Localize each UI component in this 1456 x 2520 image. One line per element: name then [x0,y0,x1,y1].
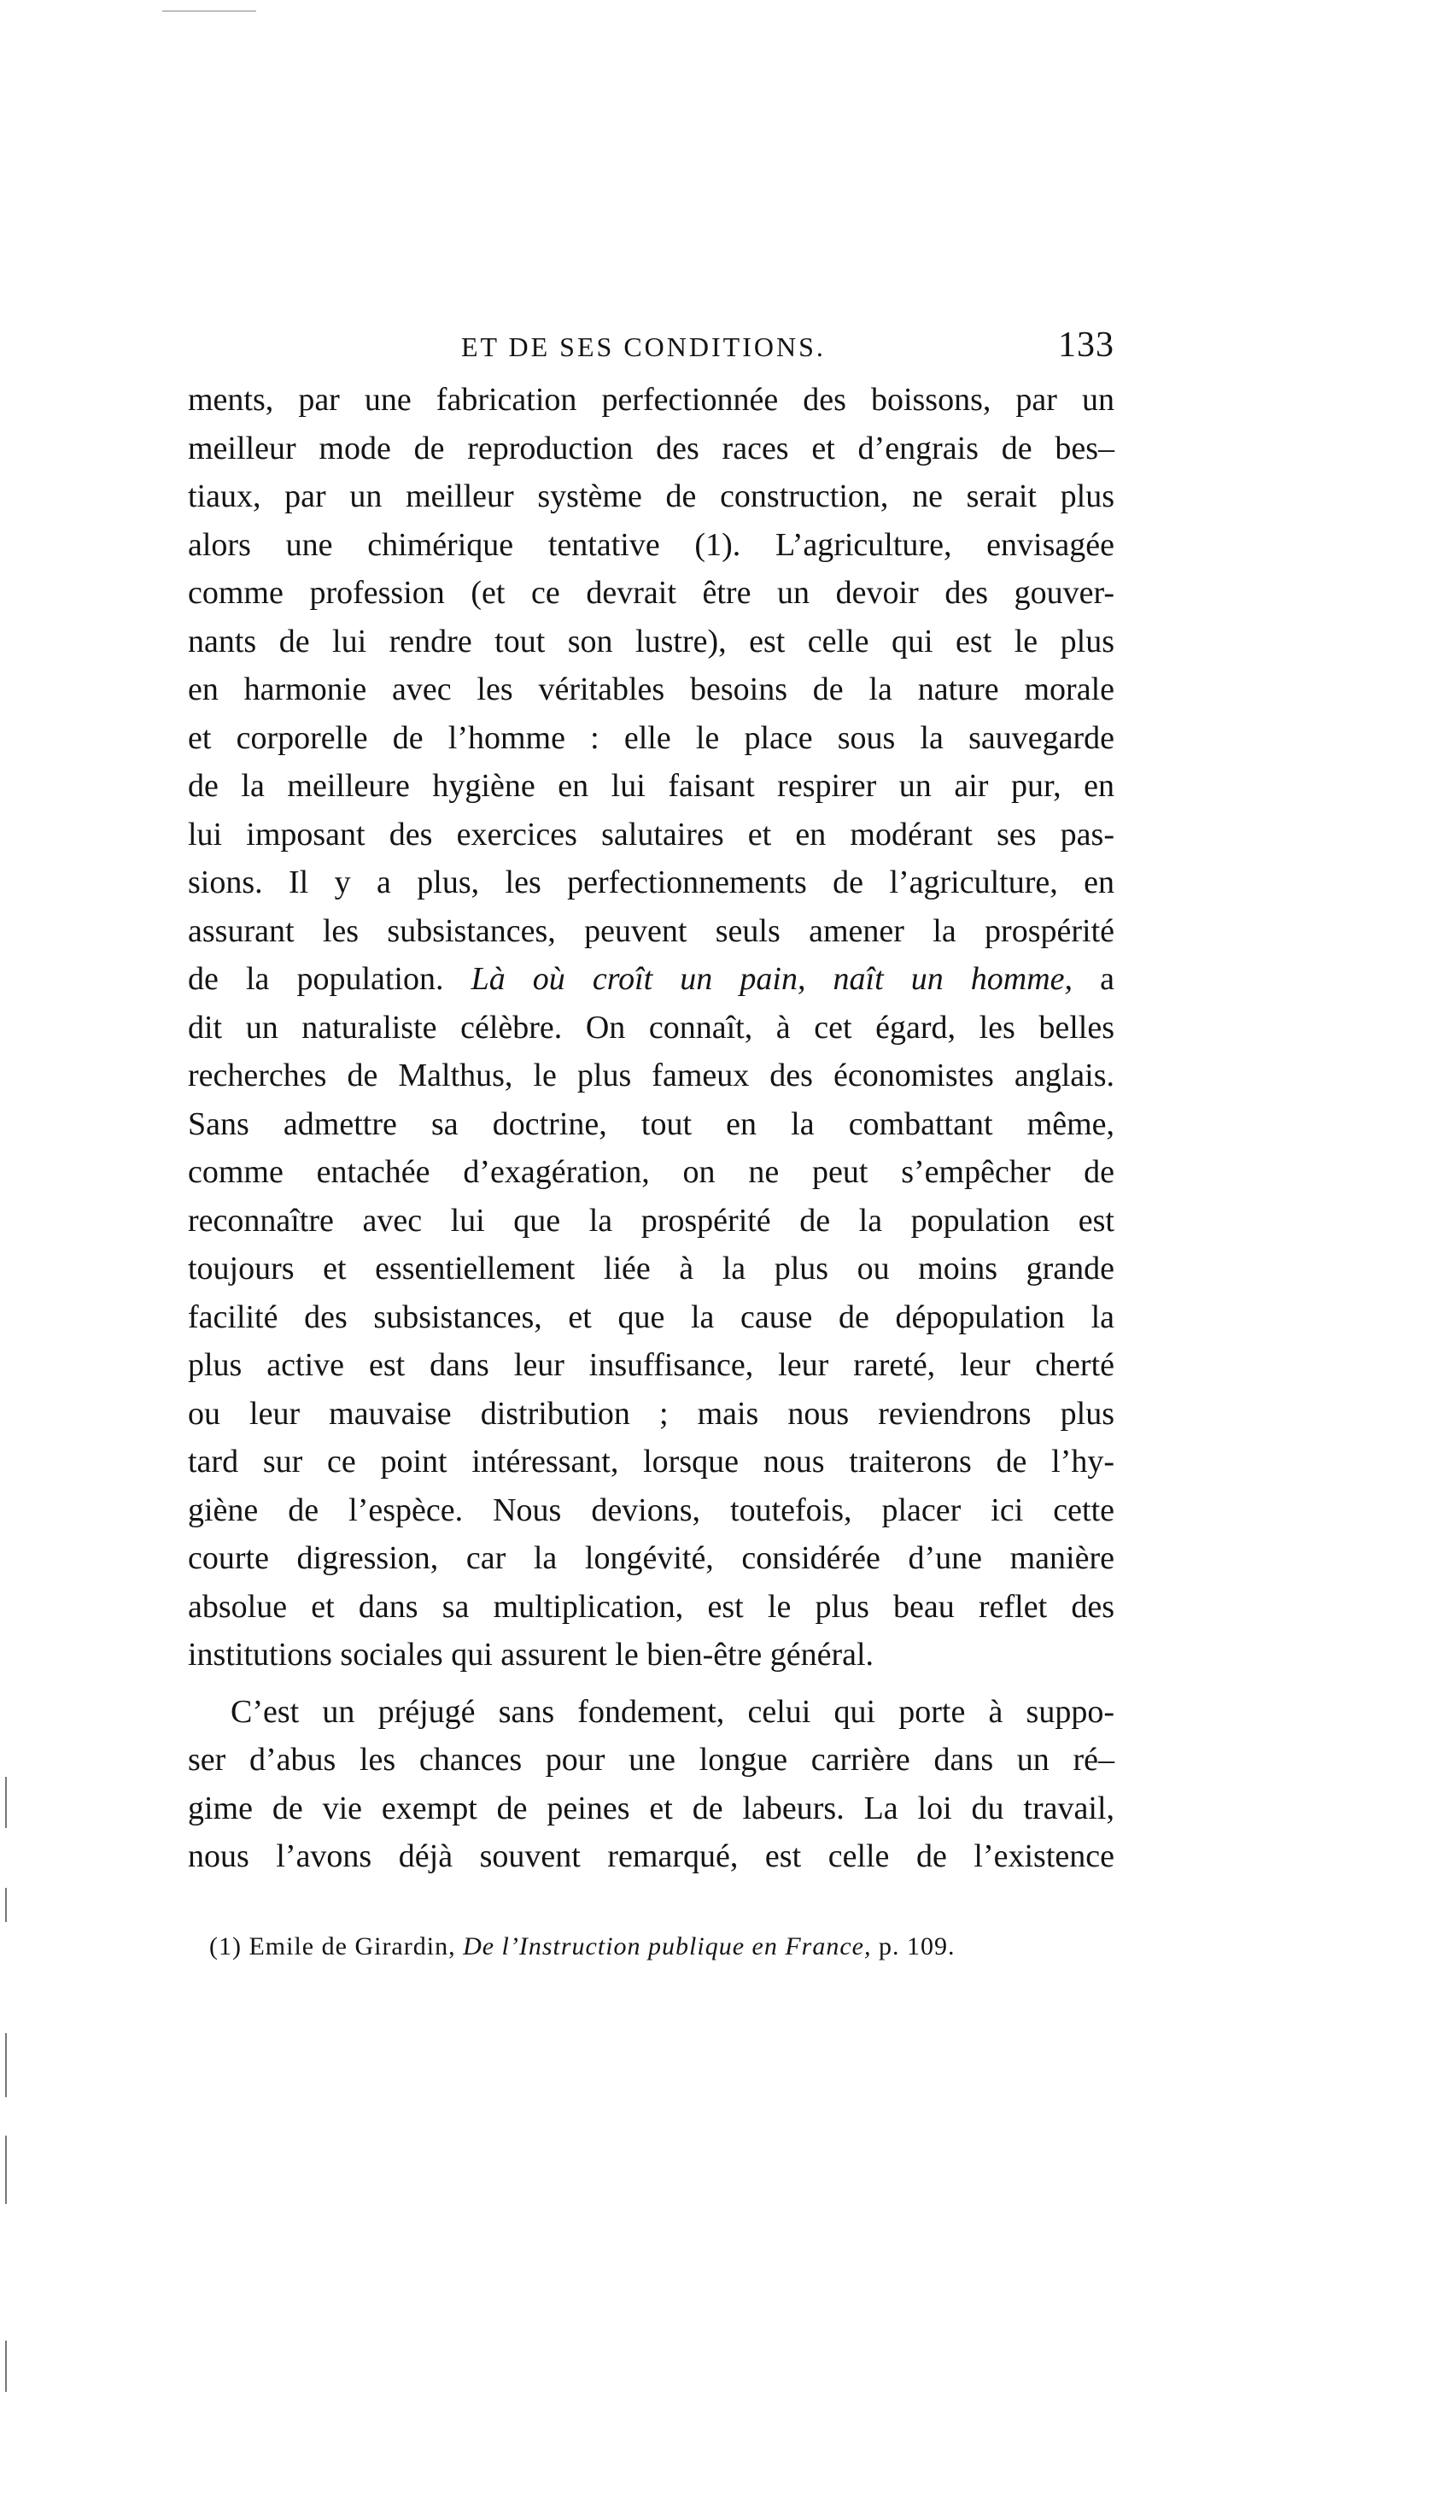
text-line: en harmonie avec les véritables besoins de la nature morale [188,671,1114,707]
footnote [209,1932,955,1961]
text-line: nants de lui rendre tout son lustre), est celle qui est le plus [188,623,1114,659]
text-line: ser d’abus les chances pour une longue carrière dans un ré– [188,1742,1114,1778]
text-line: Sans admettre sa doctrine, tout en la combattant même, [188,1105,1114,1142]
text-line: plus active est dans leur insuffisance, leur rareté, leur cherté [188,1347,1114,1383]
text-line: nous l’avons déjà souvent remarqué, est celle de l’existence [188,1838,1114,1874]
text-line: absolue et dans sa multiplication, est le plus beau reflet des [188,1588,1114,1625]
footnote-prefix: (1) Emile de Girardin, [209,1932,456,1960]
italic-quote: Là où croît un pain, naît un homme, [471,961,1073,997]
text-line: tard sur ce point intéressant, lorsque nous traiterons de l’hy- [188,1444,1114,1480]
scan-margin-marks [5,1777,9,2426]
text-line: ou leur mauvaise distribution ; mais nous reviendrons plus [188,1395,1114,1432]
text-line: assurant les subsistances, peuvent seuls amener la prospérité [188,912,1114,949]
text-line: lui imposant des exercices salutaires et en modérant ses pas- [188,816,1114,853]
text-line: courte digression, car la longévité, considérée d’une manière [188,1540,1114,1576]
text-line-with-quote [188,955,1114,1004]
running-head [188,325,1114,376]
text-line: meilleur mode de reproduction des races et d’engrais de bes– [188,430,1114,466]
text-line: giène de l’espèce. Nous devions, toutefois, placer ici cette [188,1491,1114,1528]
paragraph-2 [188,1688,1114,1881]
text-line: recherches de Malthus, le plus fameux des économistes anglais. [188,1058,1114,1093]
text-line: gime de vie exempt de peines et de labeurs. La loi du travail, [188,1790,1114,1826]
footnote-title: De l’Instruction publique en France, [463,1932,872,1960]
text-line: comme entachée d’exagération, on ne peut s’empêcher de [188,1154,1114,1190]
footnote-suffix: p. 109. [878,1932,956,1960]
text-line: facilité des subsistances, et que la cause de dépopulation la [188,1298,1114,1335]
text-line: de la meilleure hygiène en lui faisant respirer un air pur, en [188,768,1114,804]
text-line: alors une chimérique tentative (1). L’agriculture, envisagée [188,526,1114,563]
text-line: sions. Il y a plus, les perfectionnements de l’agriculture, en [188,864,1114,900]
page-number: 133 [1058,325,1114,365]
running-head-title: ET DE SES CONDITIONS. [461,331,826,362]
text-line: comme profession (et ce devrait être un devoir des gouver- [188,575,1114,611]
text-line: et corporelle de l’homme : elle le place sous la sauvegarde [188,719,1114,756]
text-fragment: a [1100,961,1114,997]
book-page [188,325,1114,1881]
text-line: C’est un préjugé sans fondement, celui qui porte à suppo- [231,1693,1114,1730]
paragraph-1 [188,376,1114,1679]
text-line: dit un naturaliste célèbre. On connaît, à cet égard, les belles [188,1009,1114,1046]
scan-edge-mark [162,10,256,12]
text-line: toujours et essentiellement liée à la plus ou moins grande [188,1251,1114,1286]
text-line: tiaux, par un meilleur système de construction, ne serait plus [188,478,1114,514]
text-line: institutions sociales qui assurent le bien-être général. [188,1637,874,1673]
text-line: reconnaître avec lui que la prospérité de la population est [188,1202,1114,1239]
text-line: ments, par une fabrication perfectionnée des boissons, par un [188,382,1114,418]
text-fragment: de la population. [188,961,444,997]
